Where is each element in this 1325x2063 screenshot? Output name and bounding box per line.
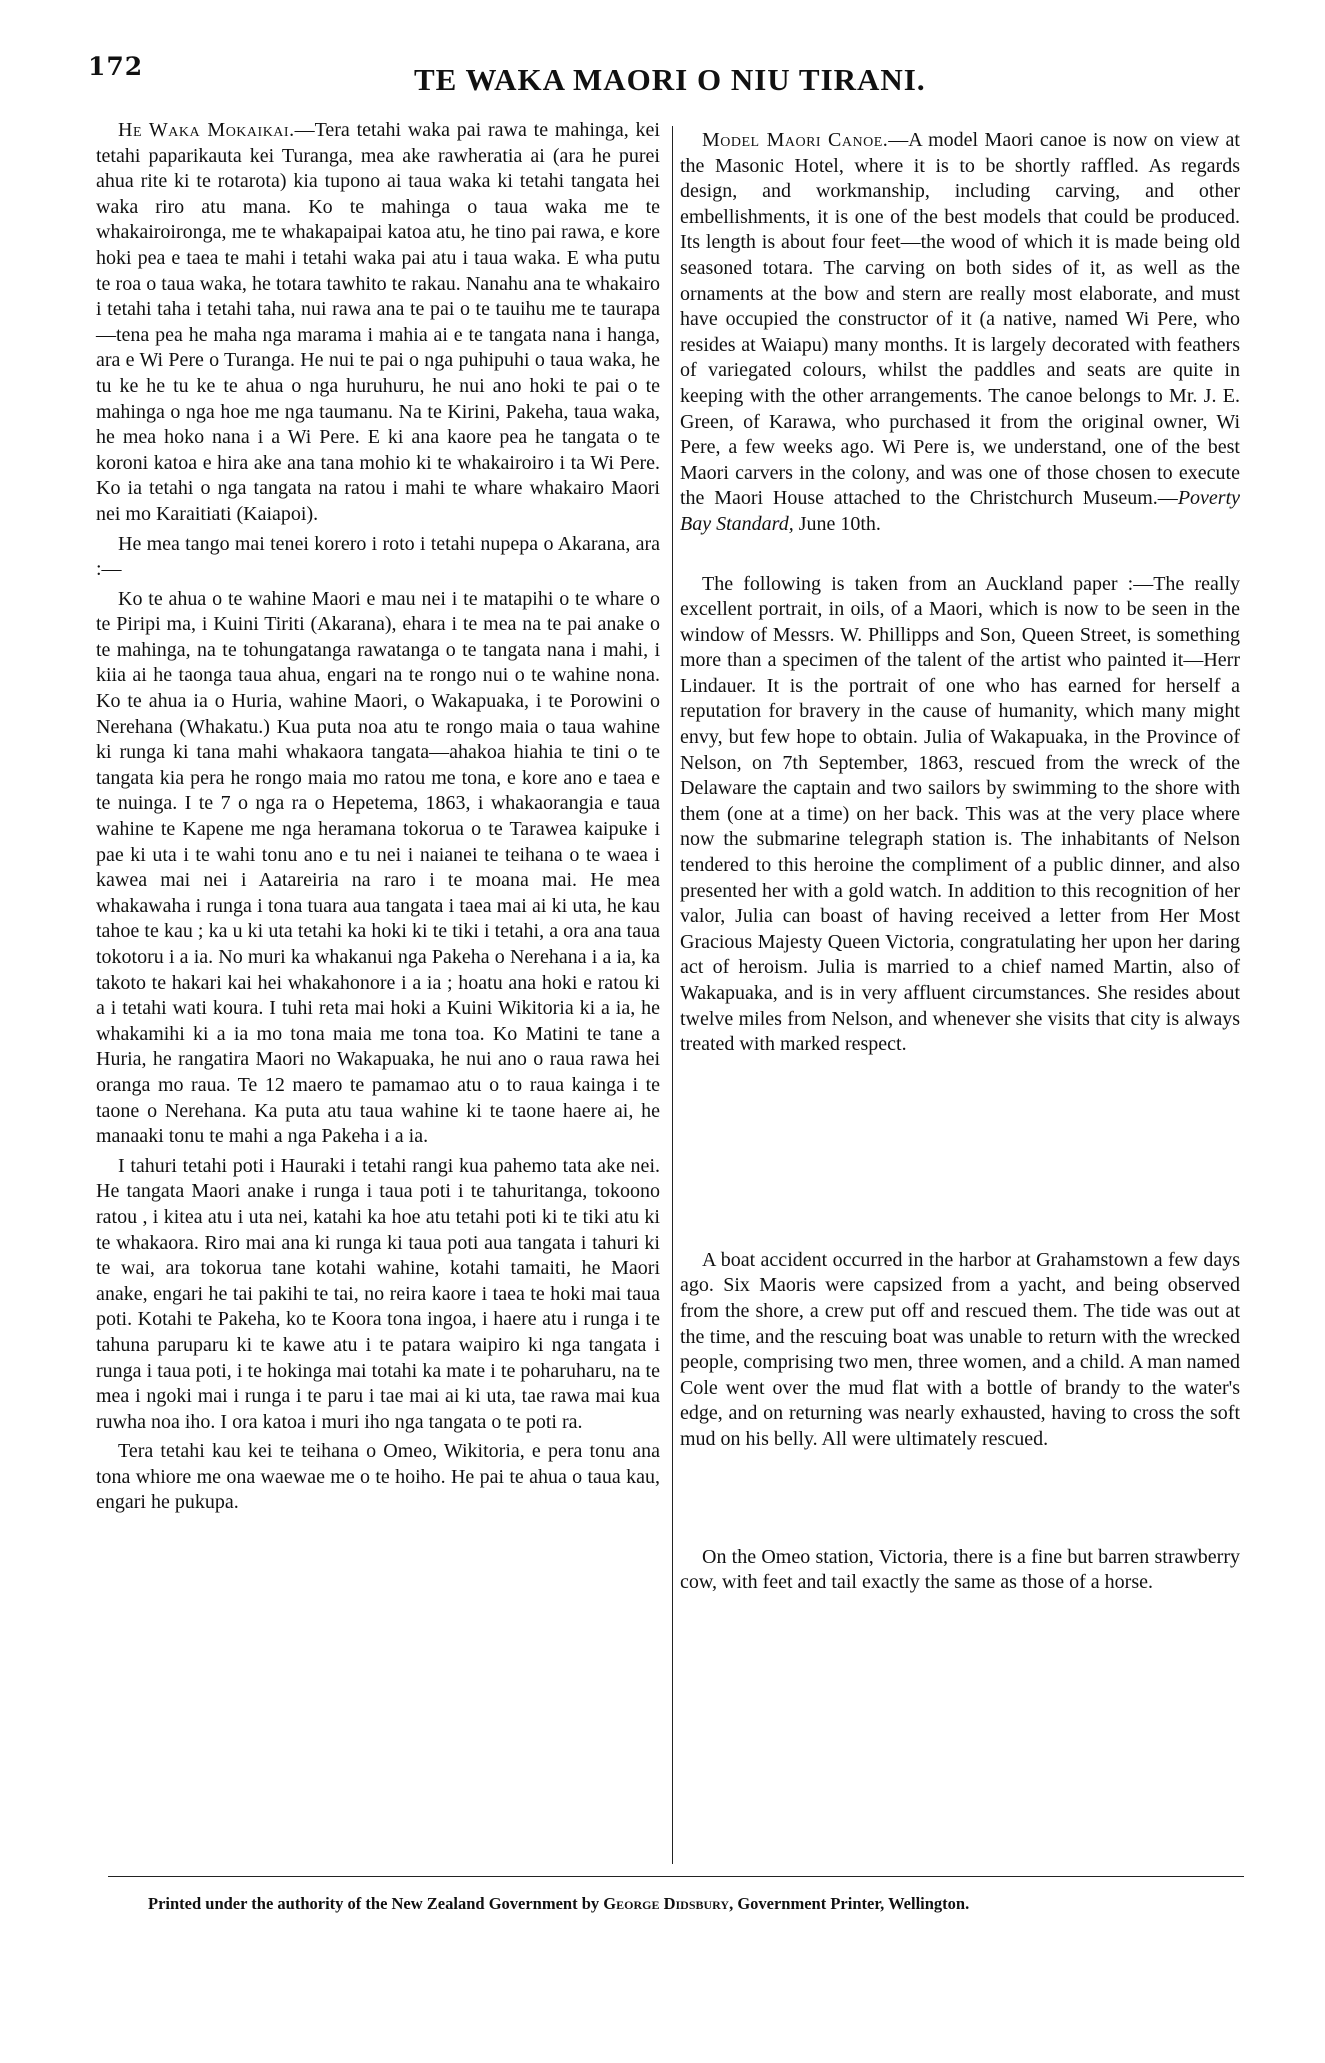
article-source: Poverty Bay Standard, — [680, 487, 1240, 535]
article-paragraph: Ko te ahua o te wahine Maori e mau nei i te matapihi o te whare o te Piripi ma, i Kuini Tiriti (Akarana), ehara i te mea na te pai anake o te mahinga, na te tohungatanga rawatanga o te tangata nana i mahi, i kiia ai he taonga taua ahua, engari na te rongo nui o te wahine nona. Ko te ahua ia o Huria, wahine Maori, o Wakapuaka, i te Porowini o Nerehana (Whakatu.) Kua puta noa atu te rongo maia o taua wahine ki runga ki tana mahi whakaora tangata—ahakoa hiahia te tini o te tangata kia pera he rongo maia mo ratou me tona, e kore ano e taea e te nuinga. I te 7 o nga ra o Hepetema, 1863, i whakaorangia e taua wahine te Kapene me nga heramana tokorua o te Tarawea kaipuke i pae ki uta i te wahi tonu ano e tu nei i naianei te teihana o te waea i kawea mai nei i Aatareiria na raro i te moana mai. He mea whakawaha i runga i tona tuara aua tangata i taea mai ai ki uta, he kau tahoe te kau ; ka u ki uta tetahi ka hoki ki te tiki i tetahi, a ora ana taua tokotoru i a ia. No muri ka whakanui nga Pakeha o Nerehana i a ia, ka takoto te hakari kai hei whakahonore i a ia ; hoatu ana hoki e ratou ki a i tetahi wati koura. I tuhi reta mai hoki a Kuini Wikitoria ki a ia, he whakamihi ki a ia mo tona maia me tona toa. Ko Matini te tane a Huria, he rangatira Maori no Wakapuaka, he nui ano o raua rawa hei oranga mo raua. Te 12 maero te pamamao atu o to raua kainga i te taone o Nerehana. Ka puta atu taua wahine ki te taone haere ai, he manaaki tonu te mahi a nga Pakeha i a ia. — [96, 587, 660, 1148]
left-column — [96, 118, 660, 1516]
footer-text-end: , Government Printer, Wellington. — [729, 1894, 970, 1913]
page-number: 172 — [88, 52, 144, 81]
article-model-maori-canoe — [680, 128, 1240, 538]
article-paragraph: I tahuri tetahi poti i Hauraki i tetahi rangi kua pahemo tata ake nei. He tangata Maori anake i runga i taua poti i te tahuritanga, tokoono ratou , i kitea atu i uta nei, katahi ka hoe atu tetahi poti ki te tiki atu ki te whakaora. Riro mai ana ki runga ki taua poti aua tangata i tahuri ki te wai, ara tokorua tane kotahi wahine, kotahi tamaiti, he Maori anake, engari he tai pakihi te tai, no reira kaore i taea te hoki mai taua poti. Kotahi te Pakeha, ko te Koora tona ingoa, i haere atu i runga i te tahuna paruparu ki te kawe atu i te patara waipiro ki nga tangata i runga i taua poti, i te hokinga mai totahi ka mate i te poharuharu, na te mea i ngoki mai i runga i te paru i tae mai ai ki uta, tae rawa mai kua ruwha noa iho. I ora katoa i muri iho nga tangata o te poti ra. — [96, 1154, 660, 1433]
article-omeo-cow — [680, 1545, 1240, 1596]
article-paragraph: A boat accident occurred in the harbor at Grahamstown a few days ago. Six Maoris were capsized from a yacht, and being observed from the shore, a crew put off and rescued them. The tide was out at the time, and the rescuing boat was unable to return with the wrecked people, comprising two men, three women, and a child. A man named Cole went over the mud flat with a bottle of brandy to the water's edge, and on returning was nearly exhausted, having to cross the soft mud on his belly. All were ultimately rescued. — [680, 1248, 1240, 1450]
article-paragraph: Tera tetahi kau kei te teihana o Omeo, Wikitoria, e pera tonu ana tona whiore me ona waewae me o te hoiho. He pai te ahua o taua kau, engari he pukupa. — [96, 1440, 660, 1514]
article-heading: Model Maori Canoe. — [702, 129, 889, 151]
article-heading: He Waka Mokaikai. — [118, 119, 295, 141]
footer-text: Printed under the authority of the New Zealand Government by — [148, 1894, 604, 1913]
right-column — [680, 118, 1240, 1596]
article-date: June 10th. — [793, 512, 881, 535]
article-paragraph — [96, 118, 660, 528]
footer-printer: George Didsbury — [603, 1894, 730, 1913]
paragraph-text: —Tera tetahi waka pai rawa te mahinga, kei tetahi paparikauta kei Turanga, mea ake rawheratia ai (ara he purei ahua rite ki te rotarota) kia tupono ai taua waka ki tetahi tangata hei waka riro atu mana. Ko te mahinga o taua waka me te whakairoironga, me te whakapaipai katoa atu, he tino pai rawa, e kore hoki pea e taea te mahi i tetahi waka pai atu i taua waka. E wha putu te roa o taua waka, he totara tawhito te rakau. Nanahu ana te whakairo i tetahi taha i tetahi taha, nui rawa ana te pai o te tauihu me te taurapa—tena pea he maha nga marama i mahia ai e te tangata nana i hanga, ara e Wi Pere o Turanga. He nui te pai o nga puhipuhi o taua waka, he tu ke he tu ke te ahua o nga huruhuru, he nui ano hoki te pai o te mahinga o nga hoe me nga taumanu. Na te Kirini, Pakeha, taua waka, he mea hoko nana i a Wi Pere. E ki ana kaore pea he tangata o te koroni katoa e hira ake ana tana mohio ki te whakairoiro i ta Wi Pere. Ko ia tetahi o nga tangata na ratou i mahi te whare whakairo Maori nei mo Karaitiati (Kaiapoi). — [96, 119, 660, 525]
article-paragraph: On the Omeo station, Victoria, there is a fine but barren strawberry cow, with feet and tail exactly the same as those of a horse. — [680, 1545, 1240, 1594]
article-boat-accident — [680, 1248, 1240, 1453]
article-paragraph — [680, 128, 1240, 538]
article-portrait — [680, 572, 1240, 1058]
column-divider — [672, 126, 673, 1864]
article-waka-mokaikai — [96, 118, 660, 1516]
paragraph-text: —A model Maori canoe is now on view at the Masonic Hotel, where it is to be shortly raffled. As regards design, and workmanship, including carving, and other embellishments, it is one of the best models that could be produced. Its length is about four feet—the wood of which it is made being old seasoned totara. The carving on both sides of it, as well as the ornaments at the bow and stern are really most elaborate, and must have occupied the constructor of it (a native, named Wi Pere, who resides at Waiapu) many months. It is largely decorated with feathers of variegated colours, whilst the paddles and seats are quite in keeping with the other arrangements. The canoe belongs to Mr. J. E. Green, of Karawa, who purchased it from the original owner, Wi Pere, a few weeks ago. Wi Pere is, we understand, one of the best Maori carvers in the colony, and was one of those chosen to execute the Maori House attached to the Christchurch Museum.— — [680, 129, 1240, 510]
article-paragraph: He mea tango mai tenei korero i roto i tetahi nupepa o Akarana, ara :— — [96, 532, 660, 581]
page-title: TE WAKA MAORI O NIU TIRANI. — [414, 62, 926, 97]
article-paragraph: The following is taken from an Auckland paper :—The really excellent portrait, in oils, of a Maori, which is now to be seen in the window of Messrs. W. Phillipps and Son, Queen Street, is something more than a specimen of the talent of the artist who painted it—Herr Lindauer. It is the portrait of one who has earned for herself a reputation for bravery in the cause of humanity, which many might envy, but few hope to obtain. Julia of Wakapuaka, in the Province of Nelson, on 7th September, 1863, rescued from the wreck of the Delaware the captain and two sailors by swimming to the shore with them (one at a time) on her back. This was at the very place where now the submarine telegraph station is. The inhabitants of Nelson tendered to this heroine the compliment of a public dinner, and also presented her with a gold watch. In addition to this recognition of her valor, Julia can boast of having received a letter from Her Most Gracious Majesty Queen Victoria, congratulating her upon her daring act of heroism. Julia is married to a chief named Martin, also of Wakapuaka, and is in very affluent circumstances. She resides about twelve miles from Nelson, and whenever she visits that city is always treated with marked respect. — [680, 572, 1240, 1056]
footer-imprint — [148, 1894, 969, 1914]
footer-rule — [108, 1876, 1244, 1877]
